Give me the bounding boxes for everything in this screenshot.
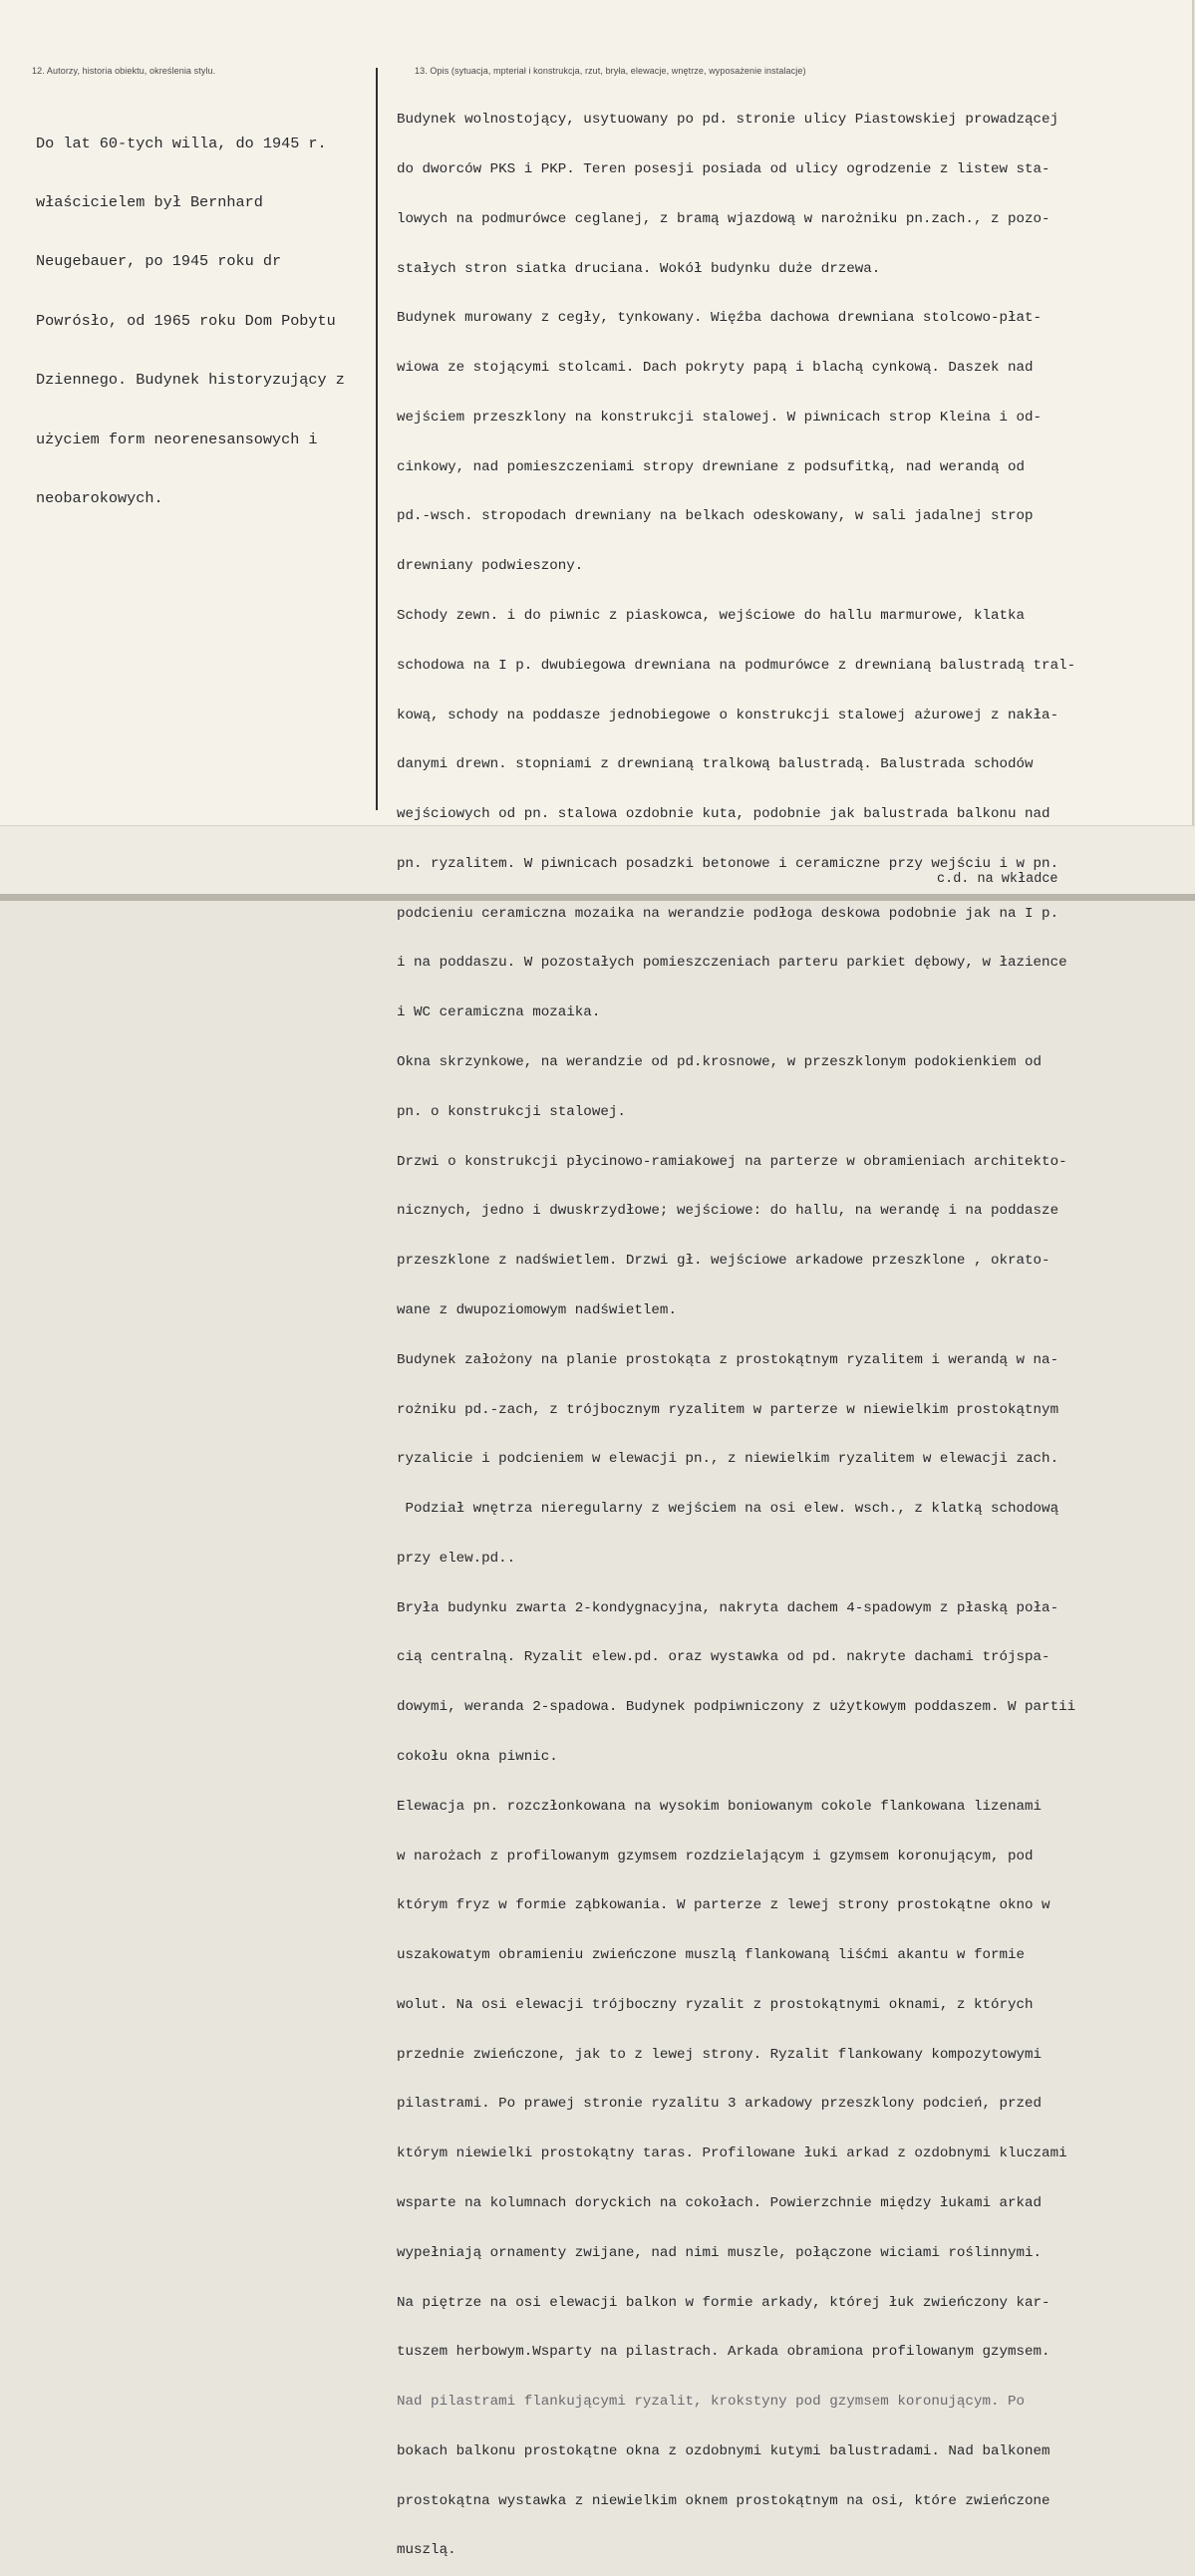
description-line: którym niewielki prostokątny taras. Profilowane łuki arkad z ozdobnymi kluczami [397,2146,1067,2162]
description-line: Budynek murowany z cegły, tynkowany. Więźba dachowa drewniana stolcowo-płat- [397,310,1043,327]
description-line: wypełniają ornamenty zwijane, nad nimi muszle, połączone wiciami roślinnymi. [397,2244,1043,2261]
description-line: przeszklone z nadświetlem. Drzwi gł. wejściowe arkadowe przeszklone , okrato- [397,1253,1050,1270]
description-line: i WC ceramiczna mozaika. [397,1004,601,1021]
description-line: wane z dwupoziomowym nadświetlem. [397,1301,677,1318]
description-line: Nad pilastrami flankującymi ryzalit, krokstyny pod gzymsem koronującym. Po [397,2394,1026,2411]
description-line: Elewacja pn. rozczłonkowana na wysokim boniowanym cokole flankowana lizenami [397,1798,1043,1815]
description-line: Drzwi o konstrukcji płycinowo-ramiakowej na parterze w obramieniach architekto- [397,1153,1067,1170]
description-line: cią centralną. Ryzalit elew.pd. oraz wystawka od pd. nakryte dachami trójspa- [397,1649,1050,1666]
description-line: kową, schody na poddasze jednobiegowe o konstrukcji stalowej ażurowej z nakła- [397,707,1059,723]
description-line: muszlą. [397,2542,456,2559]
history-line: użyciem form neorenesansowych i [36,429,318,448]
description-line: wejściem przeszklony na konstrukcji stalowej. W piwnicach strop Kleina i od- [397,409,1043,426]
description-line: lowych na podmurówce ceglanej, z bramą wjazdową w narożniku pn.zach., z pozo- [397,210,1050,227]
description-line: pn. ryzalitem. W piwnicach posadzki betonowe i ceramiczne przy wejściu i w pn. [397,855,1059,872]
description-line: Okna skrzynkowe, na werandzie od pd.krosnowe, w przeszklonym podokienkiem od [397,1054,1043,1071]
description-line: podcieniu ceramiczna mozaika na werandzie podłoga deskowa podobnie jak na I p. [397,905,1059,922]
description-line: stałych stron siatka druciana. Wokół budynku duże drzewa. [397,260,881,277]
description-line: w narożach z profilowanym gzymsem rozdzielającym i gzymsem koronującym, pod [397,1848,1034,1864]
description-line: wsparte na kolumnach doryckich na cokołach. Powierzchnie między łukami arkad [397,2195,1043,2211]
history-line: Neugebauer, po 1945 roku dr [36,252,282,271]
description-line: i na poddaszu. W pozostałych pomieszczeniach parteru parkiet dębowy, w łazience [397,955,1067,972]
description-line: przy elew.pd.. [397,1550,516,1567]
description-line: danymi drewn. stopniami z drewnianą tralkową balustradą. Balustrada schodów [397,756,1034,773]
description-line: prostokątna wystawka z niewielkim oknem prostokątnym na osi, które zwieńczone [397,2492,1050,2509]
description-line: uszakowatym obramieniu zwieńczone muszlą flankowaną liśćmi akantu w formie [397,1947,1026,1964]
description-line: wejściowych od pn. stalowa ozdobnie kuta, podobnie jak balustrada balkonu nad [397,806,1050,823]
description-text [397,79,1075,2576]
history-text [36,95,345,529]
description-line: Podział wnętrza nieregularny z wejściem na osi elew. wsch., z klatką schodową [397,1501,1059,1518]
history-line: właścicielem był Bernhard [36,192,263,211]
history-line: Do lat 60-tych willa, do 1945 r. [36,134,327,152]
description-line: wiowa ze stojącymi stolcami. Dach pokryty papą i blachą cynkową. Daszek nad [397,360,1034,377]
description-line: pn. o konstrukcji stalowej. [397,1103,626,1120]
description-line: drewniany podwieszony. [397,558,584,575]
history-line: Powrósło, od 1965 roku Dom Pobytu [36,311,336,330]
description-line: cokołu okna piwnic. [397,1748,558,1765]
description-line: schodowa na I p. dwubiegowa drewniana na podmurówce z drewnianą balustradą tral- [397,657,1076,674]
description-line: tuszem herbowym.Wsparty na pilastrach. Arkada obramiona profilowanym gzymsem. [397,2344,1050,2361]
description-line: pilastrami. Po prawej stronie ryzalitu 3 arkadowy przeszklony podcień, przed [397,2096,1043,2113]
description-line: rożniku pd.-zach, z trójbocznym ryzalitem w parterze w niewielkim prostokątnym [397,1401,1059,1418]
description-line: do dworców PKS i PKP. Teren posesji posiada od ulicy ogrodzenie z listew sta- [397,160,1050,177]
description-line: nicznych, jedno i dwuskrzydłowe; wejściowe: do hallu, na werandę i na poddasze [397,1203,1059,1220]
description-line: pd.-wsch. stropodach drewniany na belkach odeskowany, w sali jadalnej strop [397,508,1034,525]
description-line: Budynek założony na planie prostokąta z prostokątnym ryzalitem i werandą w na- [397,1351,1059,1368]
description-line: cinkowy, nad pomieszczeniami stropy drewniane z podsufitką, nad werandą od [397,458,1026,475]
description-line: dowymi, weranda 2-spadowa. Budynek podpiwniczony z użytkowym poddaszem. W partii [397,1699,1076,1716]
description-line: Schody zewn. i do piwnic z piaskowca, wejściowe do hallu marmurowe, klatka [397,608,1026,624]
description-line: ryzalicie i podcieniem w elewacji pn., z niewielkim ryzalitem w elewacji zach. [397,1451,1059,1468]
description-line: którym fryz w formie ząbkowania. W parterze z lewej strony prostokątne okno w [397,1897,1050,1914]
continuation-note: c.d. na wkładce [937,872,1058,887]
history-line: neobarokowych. [36,488,163,507]
column-divider [376,68,378,810]
history-line: Dziennego. Budynek historyzujący z [36,371,345,390]
description-line: przednie zwieńczone, jak to z lewej strony. Ryzalit flankowany kompozytowymi [397,2046,1043,2063]
description-line: bokach balkonu prostokątne okna z ozdobnymi kutymi balustradami. Nad balkonem [397,2442,1050,2459]
section-12-header: 12. Autorzy, historia obiektu, określenia stylu. [32,66,216,76]
description-line: wolut. Na osi elewacji trójboczny ryzalit z prostokątnymi oknami, z których [397,1996,1034,2013]
description-line: Bryła budynku zwarta 2-kondygnacyjna, nakryta dachem 4-spadowym z płaską poła- [397,1599,1059,1616]
description-line: Budynek wolnostojący, usytuowany po pd. stronie ulicy Piastowskiej prowadzącej [397,112,1059,129]
description-line: Na piętrze na osi elewacji balkon w formie arkady, której łuk zwieńczony kar- [397,2294,1050,2311]
section-13-header: 13. Opis (sytuacja, mpteriał i konstrukcja, rzut, bryła, elewacje, wnętrze, wyposażenie instalacje) [415,66,806,76]
